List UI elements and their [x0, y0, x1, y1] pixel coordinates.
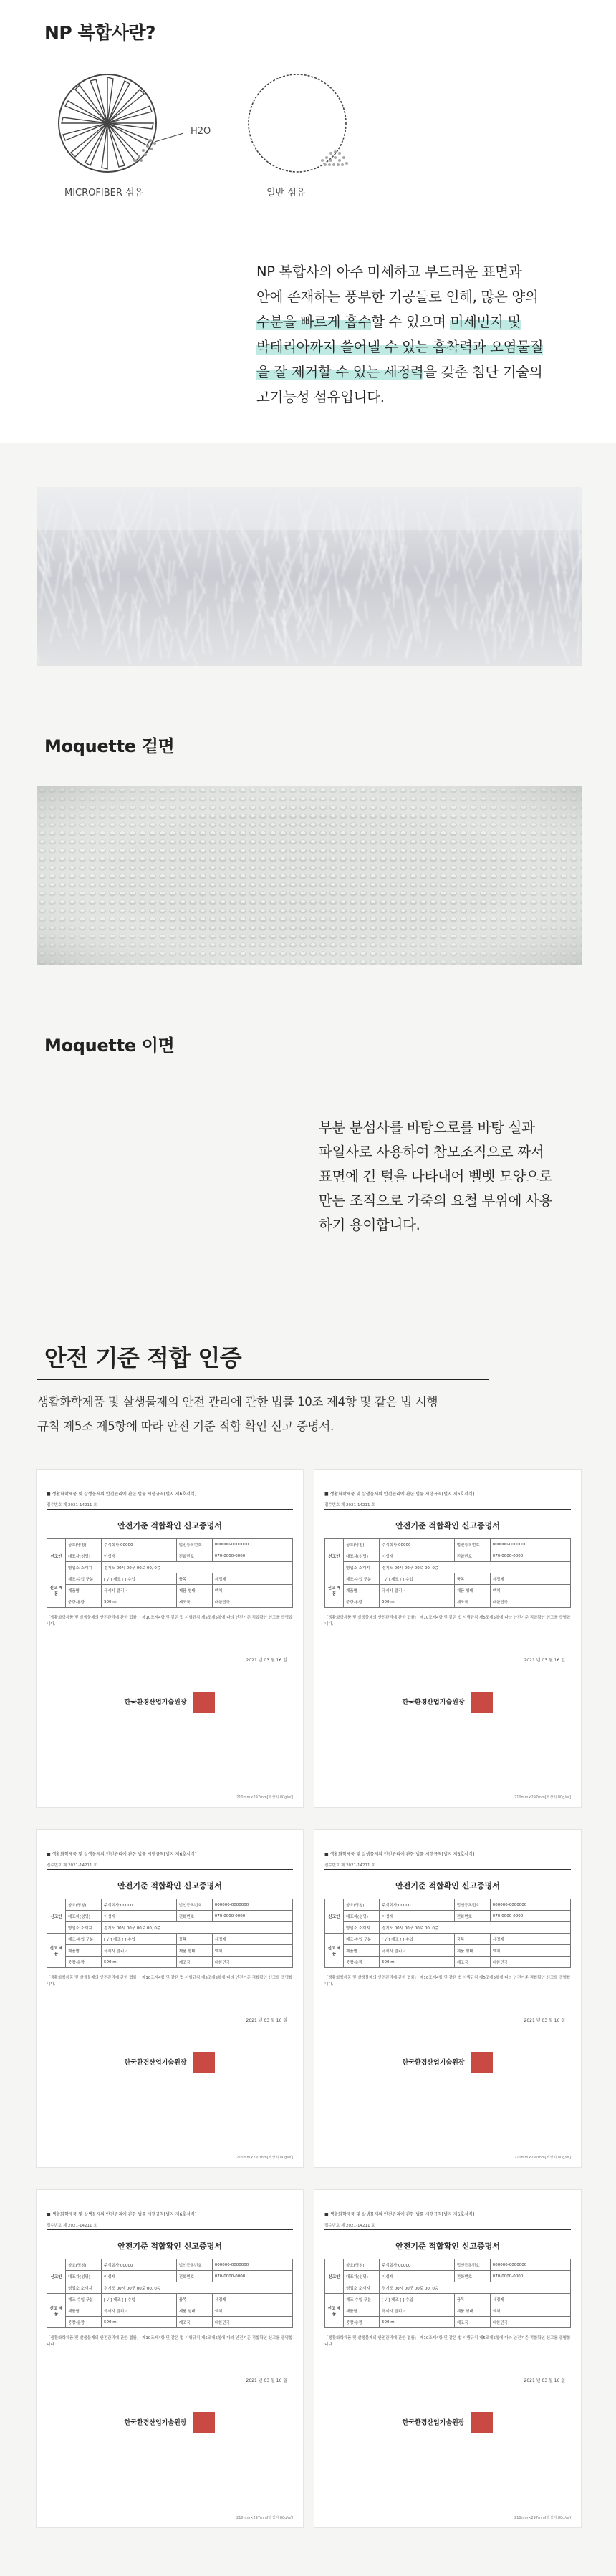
- cert-statement: 「생활화학제품 및 살생물제의 안전관리에 관한 법률」 제10조제4항 및 같은 법 시행규칙 제5조제5항에 따라 안전기준 적합확인 신고를 증명합니다.: [324, 1616, 571, 1626]
- np-description: [256, 259, 586, 410]
- cert-cell: 전화번호: [176, 2271, 212, 2282]
- cert-cell: 000000-0000000: [212, 1539, 292, 1550]
- cert-cell: 대표자(성명): [66, 1911, 102, 1922]
- section-title: 안전 기준 적합 인증: [44, 1344, 242, 1371]
- cert-cell: 상호(명칭): [66, 1899, 102, 1911]
- cert-cell: 중량·용량: [344, 1957, 380, 1968]
- cert-cell: 액체: [490, 2305, 570, 2317]
- cert-paper-spec: 210mm×297mm[백상지 80g/㎡]: [236, 2156, 293, 2160]
- cert-statement: 「생활화학제품 및 살생물제의 안전관리에 관한 법률」 제10조제4항 및 같은 법 시행규칙 제5조제5항에 따라 안전기준 적합확인 신고를 증명합니다.: [324, 1976, 571, 1987]
- cert-statement: 「생활화학제품 및 살생물제의 안전관리에 관한 법률」 제10조제4항 및 같은 법 시행규칙 제5조제5항에 따라 안전기준 적합확인 신고를 증명합니다.: [47, 1976, 293, 1987]
- desc-text: 할 수 있으며: [371, 314, 451, 330]
- certificate-document: [314, 2189, 582, 2528]
- cert-cell: 극세사 클리너: [102, 1585, 177, 1596]
- cert-statement: 「생활화학제품 및 살생물제의 안전관리에 관한 법률」 제10조제4항 및 같은 법 시행규칙 제5조제5항에 따라 안전기준 적합확인 신고를 증명합니다.: [324, 2336, 571, 2347]
- cert-cell: 전화번호: [454, 1911, 490, 1922]
- cert-paper-spec: 210mm×297mm[백상지 80g/㎡]: [236, 1795, 293, 1800]
- cert-cell: 경기도 00시 00구 00로 00, 0층: [102, 1922, 293, 1934]
- cert-cell: 세정제: [490, 1573, 570, 1585]
- cert-cell: 제조국: [176, 1957, 212, 1968]
- cert-cell: 대표자(성명): [344, 1550, 380, 1562]
- cert-cell: 070-0000-0000: [212, 1550, 292, 1562]
- cert-cell: 제품명: [66, 2305, 102, 2317]
- cert-cell: [ √ ] 제조 [ ] 수입: [380, 2294, 455, 2305]
- cert-table: [47, 1538, 293, 1608]
- cert-cell: 000000-0000000: [212, 1899, 292, 1911]
- cert-issuer-name: 한국환경산업기술원장: [402, 1699, 465, 1707]
- cert-number: 접수번호 제 2021-14211 호: [324, 1502, 571, 1510]
- np-intro-section: [0, 0, 616, 443]
- cert-cell: 액체: [212, 1585, 292, 1596]
- cert-cell: 대한민국: [212, 1596, 292, 1608]
- cert-cell: 주식회사 00000: [380, 1899, 455, 1911]
- cert-cell: 대한민국: [212, 2317, 292, 2328]
- cert-side-label: 신고인: [325, 2259, 344, 2294]
- certificate-document: [36, 1829, 304, 2168]
- desc-line: 만든 조직으로 가죽의 요철 부위에 사용: [319, 1192, 553, 1209]
- cert-cell: 법인등록번호: [176, 2259, 212, 2271]
- cert-cell: 법인등록번호: [176, 1899, 212, 1911]
- cert-issuer-name: 한국환경산업기술원장: [402, 2419, 465, 2427]
- cert-cell: 070-0000-0000: [212, 1911, 292, 1922]
- cert-cell: 경기도 00시 00구 00로 00, 0층: [102, 1562, 293, 1573]
- cert-cell: 제조국: [176, 2317, 212, 2328]
- fiber-strand: [137, 621, 138, 637]
- cert-issuer-name: 한국환경산업기술원장: [124, 1699, 187, 1707]
- desc-line: 하기 용이합니다.: [319, 1217, 420, 1233]
- fiber-strand: [532, 610, 533, 648]
- cert-table: [324, 1538, 571, 1608]
- cert-cell: 영업소 소재지: [66, 2282, 102, 2294]
- cert-cell: 전화번호: [454, 1550, 490, 1562]
- cert-form-header: ■ 생활화학제품 및 살생물제의 안전관리에 관한 법률 시행규칙[별지 제6호서식]: [47, 1492, 197, 1497]
- cert-statement: 「생활화학제품 및 살생물제의 안전관리에 관한 법률」 제10조제4항 및 같은 법 시행규칙 제5조제5항에 따라 안전기준 적합확인 신고를 증명합니다.: [47, 2336, 293, 2347]
- cert-side-label: 신고인: [47, 1899, 66, 1934]
- official-seal-icon: [193, 2052, 215, 2073]
- cert-cell: 극세사 클리너: [102, 2305, 177, 2317]
- cert-cell: 상호(명칭): [344, 1899, 380, 1911]
- cert-cell: 주식회사 00000: [102, 1539, 177, 1550]
- cert-paper-spec: 210mm×297mm[백상지 80g/㎡]: [514, 2156, 571, 2160]
- official-seal-icon: [471, 2052, 493, 2073]
- cert-issuer: [47, 2412, 293, 2433]
- certificate-document: [36, 1469, 304, 1808]
- cert-paper-spec: 210mm×297mm[백상지 80g/㎡]: [514, 1795, 571, 1800]
- cert-cell: 대표자(성명): [344, 1911, 380, 1922]
- moquette-back-photo: [37, 786, 582, 965]
- cert-cell: 중량·용량: [66, 1596, 102, 1608]
- desc-highlight: 수분을 빠르게 흡수: [256, 314, 372, 330]
- cert-number: 접수번호 제 2021-14211 호: [47, 1502, 293, 1510]
- desc-text: 을 갖춘 첨단 기술의: [423, 364, 543, 380]
- microfiber-illustration: [59, 74, 183, 172]
- cert-cell: 주식회사 00000: [102, 1899, 177, 1911]
- cert-cell: 제품명: [66, 1945, 102, 1957]
- cert-table: [47, 1899, 293, 1968]
- desc-line: 고기능성 섬유입니다.: [256, 389, 385, 405]
- cert-cell: [ √ ] 제조 [ ] 수입: [102, 1934, 177, 1945]
- cert-form-header: ■ 생활화학제품 및 살생물제의 안전관리에 관한 법률 시행규칙[별지 제6호서식]: [324, 1852, 475, 1857]
- cert-issuer-name: 한국환경산업기술원장: [402, 2059, 465, 2067]
- cert-title: 안전기준 적합확인 신고증명서: [395, 1881, 500, 1891]
- cert-form-header: ■ 생활화학제품 및 살생물제의 안전관리에 관한 법률 시행규칙[별지 제6호서식]: [47, 2212, 197, 2217]
- cert-issuer: [324, 2052, 571, 2073]
- cert-date: 2021 년 03 월 16 일: [246, 2378, 287, 2383]
- cert-table: [47, 2259, 293, 2328]
- certificate-document: [314, 1469, 582, 1808]
- cert-cell: 이성재: [380, 1911, 455, 1922]
- official-seal-icon: [193, 2412, 215, 2433]
- cert-cell: 대표자(성명): [66, 1550, 102, 1562]
- certificate-document: [314, 1829, 582, 2168]
- cert-cell: 세정제: [212, 1573, 292, 1585]
- cert-date: 2021 년 03 월 16 일: [524, 2378, 565, 2383]
- cert-side-label: 신고인: [325, 1539, 344, 1573]
- cert-cell: 제조국: [176, 1596, 212, 1608]
- cert-cell: 경기도 00시 00구 00로 00, 0층: [380, 1562, 571, 1573]
- title-underline: [37, 1379, 489, 1380]
- certificate-document: [36, 2189, 304, 2528]
- cert-cell: 제조·수입 구분: [344, 2294, 380, 2305]
- cert-cell: 제조국: [454, 1596, 490, 1608]
- cert-cell: 세정제: [212, 1934, 292, 1945]
- cert-cell: 세정제: [212, 2294, 292, 2305]
- desc-highlight: 을 잘 제거할 수 있는 세정력: [256, 364, 424, 380]
- cert-title: 안전기준 적합확인 신고증명서: [395, 1521, 500, 1530]
- cert-cell: 제품 형태: [176, 1945, 212, 1957]
- cert-cell: 제품 형태: [454, 1945, 490, 1957]
- cert-cell: 품목: [176, 1573, 212, 1585]
- desc-line: 안에 존재하는 풍부한 기공들로 인해, 많은 양의: [256, 289, 539, 305]
- cert-title: 안전기준 적합확인 신고증명서: [117, 2242, 222, 2251]
- safety-certification-section: [0, 1290, 616, 2576]
- cert-cell: 500 ml: [380, 1596, 455, 1608]
- cert-side-label: 신고 제품: [325, 1573, 344, 1608]
- cert-cell: 중량·용량: [66, 1957, 102, 1968]
- cert-cell: 영업소 소재지: [66, 1922, 102, 1934]
- cert-cell: 대한민국: [212, 1957, 292, 1968]
- cert-cell: 액체: [490, 1945, 570, 1957]
- cert-cell: 법인등록번호: [176, 1539, 212, 1550]
- cert-cell: 제조·수입 구분: [66, 1573, 102, 1585]
- cert-table: [324, 1899, 571, 1968]
- desc-line: [256, 360, 586, 385]
- cert-paper-spec: 210mm×297mm[백상지 80g/㎡]: [514, 2516, 571, 2520]
- cert-cell: 500 ml: [102, 1957, 177, 1968]
- regular-fiber-label: 일반 섬유: [266, 188, 306, 198]
- cert-cell: 제조국: [454, 2317, 490, 2328]
- cert-side-label: 신고 제품: [47, 1934, 66, 1968]
- moquette-back-caption: Moquette 이면: [44, 1036, 175, 1056]
- cert-cell: 상호(명칭): [344, 2259, 380, 2271]
- cert-cell: 이성재: [102, 1550, 177, 1562]
- desc-line: 파일사로 사용하여 참모조직으로 짜서: [319, 1144, 544, 1160]
- cert-cell: 품목: [176, 2294, 212, 2305]
- section-title: NP 복합사란?: [44, 22, 156, 43]
- cert-cell: 경기도 00시 00구 00로 00, 0층: [102, 2282, 293, 2294]
- cert-side-label: 신고 제품: [325, 1934, 344, 1968]
- cert-cell: 전화번호: [176, 1911, 212, 1922]
- fiber-strand: [231, 586, 232, 634]
- cert-cell: 중량·용량: [344, 2317, 380, 2328]
- cert-issuer: [324, 2412, 571, 2433]
- cert-cell: 제품 형태: [454, 1585, 490, 1596]
- cert-cell: 제품명: [344, 1585, 380, 1596]
- cert-cell: 주식회사 00000: [102, 2259, 177, 2271]
- cert-cell: 제품명: [344, 1945, 380, 1957]
- cert-cell: 전화번호: [454, 2271, 490, 2282]
- cert-cell: 대한민국: [490, 1596, 570, 1608]
- cert-side-label: 신고인: [47, 2259, 66, 2294]
- cert-cell: 제조국: [454, 1957, 490, 1968]
- cert-cell: 대한민국: [490, 2317, 570, 2328]
- certification-description: [37, 1390, 539, 1439]
- cert-issuer-name: 한국환경산업기술원장: [124, 2059, 187, 2067]
- cert-cell: [ √ ] 제조 [ ] 수입: [380, 1573, 455, 1585]
- desc-highlight: 미세먼지 및: [450, 314, 521, 330]
- cert-cell: 제조·수입 구분: [66, 2294, 102, 2305]
- cert-cell: 제품명: [66, 1585, 102, 1596]
- cert-statement: 「생활화학제품 및 살생물제의 안전관리에 관한 법률」 제10조제4항 및 같은 법 시행규칙 제5조제5항에 따라 안전기준 적합확인 신고를 증명합니다.: [47, 1616, 293, 1626]
- cert-cell: 경기도 00시 00구 00로 00, 0층: [380, 1922, 571, 1934]
- cert-date: 2021 년 03 월 16 일: [246, 1658, 287, 1663]
- cert-cell: 500 ml: [102, 1596, 177, 1608]
- cert-date: 2021 년 03 월 16 일: [246, 2018, 287, 2023]
- cert-cell: 070-0000-0000: [490, 2271, 570, 2282]
- cert-cell: 상호(명칭): [66, 1539, 102, 1550]
- cert-cell: 500 ml: [380, 2317, 455, 2328]
- cert-cell: 세정제: [490, 2294, 570, 2305]
- cert-side-label: 신고인: [47, 1539, 66, 1573]
- fiber-strand: [418, 599, 419, 635]
- cert-issuer-name: 한국환경산업기술원장: [124, 2419, 187, 2427]
- cert-cell: 액체: [212, 1945, 292, 1957]
- cert-cell: 영업소 소재지: [344, 1562, 380, 1573]
- cert-cell: 대표자(성명): [66, 2271, 102, 2282]
- cert-cell: 상호(명칭): [66, 2259, 102, 2271]
- fiber-strand: [195, 577, 196, 614]
- cert-cell: 주식회사 00000: [380, 2259, 455, 2271]
- regular-fiber-illustration: [249, 74, 348, 172]
- moquette-front-photo: [37, 487, 582, 666]
- cert-date: 2021 년 03 월 16 일: [524, 2018, 565, 2023]
- cert-cell: 품목: [454, 2294, 490, 2305]
- cert-cell: 품목: [176, 1934, 212, 1945]
- cert-cell: 액체: [212, 2305, 292, 2317]
- cert-cell: 제품 형태: [454, 2305, 490, 2317]
- cert-issuer: [324, 1692, 571, 1713]
- cert-cell: 전화번호: [176, 1550, 212, 1562]
- cert-cell: 액체: [490, 1585, 570, 1596]
- cert-cell: 중량·용량: [344, 1596, 380, 1608]
- desc-line: 부분 분섬사를 바탕으로를 바탕 실과: [319, 1119, 535, 1136]
- cert-form-header: ■ 생활화학제품 및 살생물제의 안전관리에 관한 법률 시행규칙[별지 제6호서식]: [324, 1492, 475, 1497]
- cert-title: 안전기준 적합확인 신고증명서: [117, 1881, 222, 1891]
- cert-cell: 이성재: [102, 2271, 177, 2282]
- cert-cell: 상호(명칭): [344, 1539, 380, 1550]
- moquette-section: [0, 443, 616, 1290]
- cert-table: [324, 2259, 571, 2328]
- cert-cell: 주식회사 00000: [380, 1539, 455, 1550]
- cert-number: 접수번호 제 2021-14211 호: [47, 2222, 293, 2230]
- cert-cell: 500 ml: [102, 2317, 177, 2328]
- cert-cell: 제품 형태: [176, 1585, 212, 1596]
- fiber-diagram: [50, 72, 387, 215]
- cert-cell: 제품 형태: [176, 2305, 212, 2317]
- cert-cell: 000000-0000000: [490, 1539, 570, 1550]
- official-seal-icon: [193, 1692, 215, 1713]
- cert-cell: 대표자(성명): [344, 2271, 380, 2282]
- cert-cell: 영업소 소재지: [344, 1922, 380, 1934]
- fiber-closeup-image: [37, 487, 582, 666]
- cert-cell: [ √ ] 제조 [ ] 수입: [380, 1934, 455, 1945]
- cert-issuer: [47, 1692, 293, 1713]
- desc-line: [256, 309, 586, 334]
- cert-title: 안전기준 적합확인 신고증명서: [395, 2242, 500, 2251]
- cert-cell: 제조·수입 구분: [344, 1934, 380, 1945]
- mesh-closeup-image: [37, 786, 582, 965]
- cert-cell: 이성재: [102, 1911, 177, 1922]
- cert-cell: 극세사 클리너: [380, 1945, 455, 1957]
- desc-highlight: 박테리아까지 쓸어낼 수 있는 흡착력과 오염물질: [256, 339, 544, 355]
- cert-cell: 070-0000-0000: [490, 1911, 570, 1922]
- official-seal-icon: [471, 1692, 493, 1713]
- cert-cell: 제조·수입 구분: [344, 1573, 380, 1585]
- cert-side-label: 신고 제품: [325, 2294, 344, 2328]
- cert-issuer: [47, 2052, 293, 2073]
- cert-number: 접수번호 제 2021-14211 호: [324, 1862, 571, 1870]
- h2o-label: H2O: [191, 126, 211, 137]
- cert-cell: 000000-0000000: [212, 2259, 292, 2271]
- cert-form-header: ■ 생활화학제품 및 살생물제의 안전관리에 관한 법률 시행규칙[별지 제6호서식]: [324, 2212, 475, 2217]
- cert-cell: 070-0000-0000: [212, 2271, 292, 2282]
- cert-cell: [ √ ] 제조 [ ] 수입: [102, 1573, 177, 1585]
- desc-line: [256, 334, 586, 360]
- cert-cell: 000000-0000000: [490, 1899, 570, 1911]
- cert-title: 안전기준 적합확인 신고증명서: [117, 1521, 222, 1530]
- cert-cell: 극세사 클리너: [380, 1585, 455, 1596]
- cert-side-label: 신고인: [325, 1899, 344, 1934]
- cert-cell: 경기도 00시 00구 00로 00, 0층: [380, 2282, 571, 2294]
- cert-cell: 중량·용량: [66, 2317, 102, 2328]
- cert-cell: 제품명: [344, 2305, 380, 2317]
- desc-line: NP 복합사의 아주 미세하고 부드러운 표면과: [256, 264, 522, 280]
- cert-cell: 극세사 클리너: [380, 2305, 455, 2317]
- cert-side-label: 신고 제품: [47, 2294, 66, 2328]
- cert-date: 2021 년 03 월 16 일: [524, 1658, 565, 1663]
- cert-cell: 세정제: [490, 1934, 570, 1945]
- cert-cell: 500 ml: [380, 1957, 455, 1968]
- cert-cell: 영업소 소재지: [344, 2282, 380, 2294]
- official-seal-icon: [471, 2412, 493, 2433]
- cert-cell: 극세사 클리너: [102, 1945, 177, 1957]
- microfiber-label: MICROFIBER 섬유: [64, 188, 144, 198]
- cert-cell: 000000-0000000: [490, 2259, 570, 2271]
- cert-paper-spec: 210mm×297mm[백상지 80g/㎡]: [236, 2516, 293, 2520]
- cert-form-header: ■ 생활화학제품 및 살생물제의 안전관리에 관한 법률 시행규칙[별지 제6호서식]: [47, 1852, 197, 1857]
- cert-cell: 품목: [454, 1934, 490, 1945]
- cert-cell: [ √ ] 제조 [ ] 수입: [102, 2294, 177, 2305]
- cert-cell: 대한민국: [490, 1957, 570, 1968]
- cert-cell: 법인등록번호: [454, 2259, 490, 2271]
- cert-cell: 법인등록번호: [454, 1539, 490, 1550]
- cert-number: 접수번호 제 2021-14211 호: [47, 1862, 293, 1870]
- cert-cell: 품목: [454, 1573, 490, 1585]
- desc-line: 표면에 긴 털을 나타내어 벨벳 모양으로: [319, 1168, 553, 1185]
- moquette-description: [319, 1116, 591, 1238]
- cert-cell: 070-0000-0000: [490, 1550, 570, 1562]
- moquette-front-caption: Moquette 겉면: [44, 736, 175, 756]
- cert-cell: 이성재: [380, 2271, 455, 2282]
- cert-cell: 영업소 소재지: [66, 1562, 102, 1573]
- cert-cell: 법인등록번호: [454, 1899, 490, 1911]
- cert-cell: 이성재: [380, 1550, 455, 1562]
- cert-cell: 제조·수입 구분: [66, 1934, 102, 1945]
- cert-side-label: 신고 제품: [47, 1573, 66, 1608]
- fiber-strand: [48, 556, 49, 577]
- desc-line: 규칙 제5조 제5항에 따라 안전 기준 적합 확인 신고 증명서.: [37, 1419, 334, 1433]
- cert-number: 접수번호 제 2021-14211 호: [324, 2222, 571, 2230]
- desc-line: 생활화학제품 및 살생물제의 안전 관리에 관한 법률 10조 제4항 및 같은 법 시행: [37, 1395, 438, 1409]
